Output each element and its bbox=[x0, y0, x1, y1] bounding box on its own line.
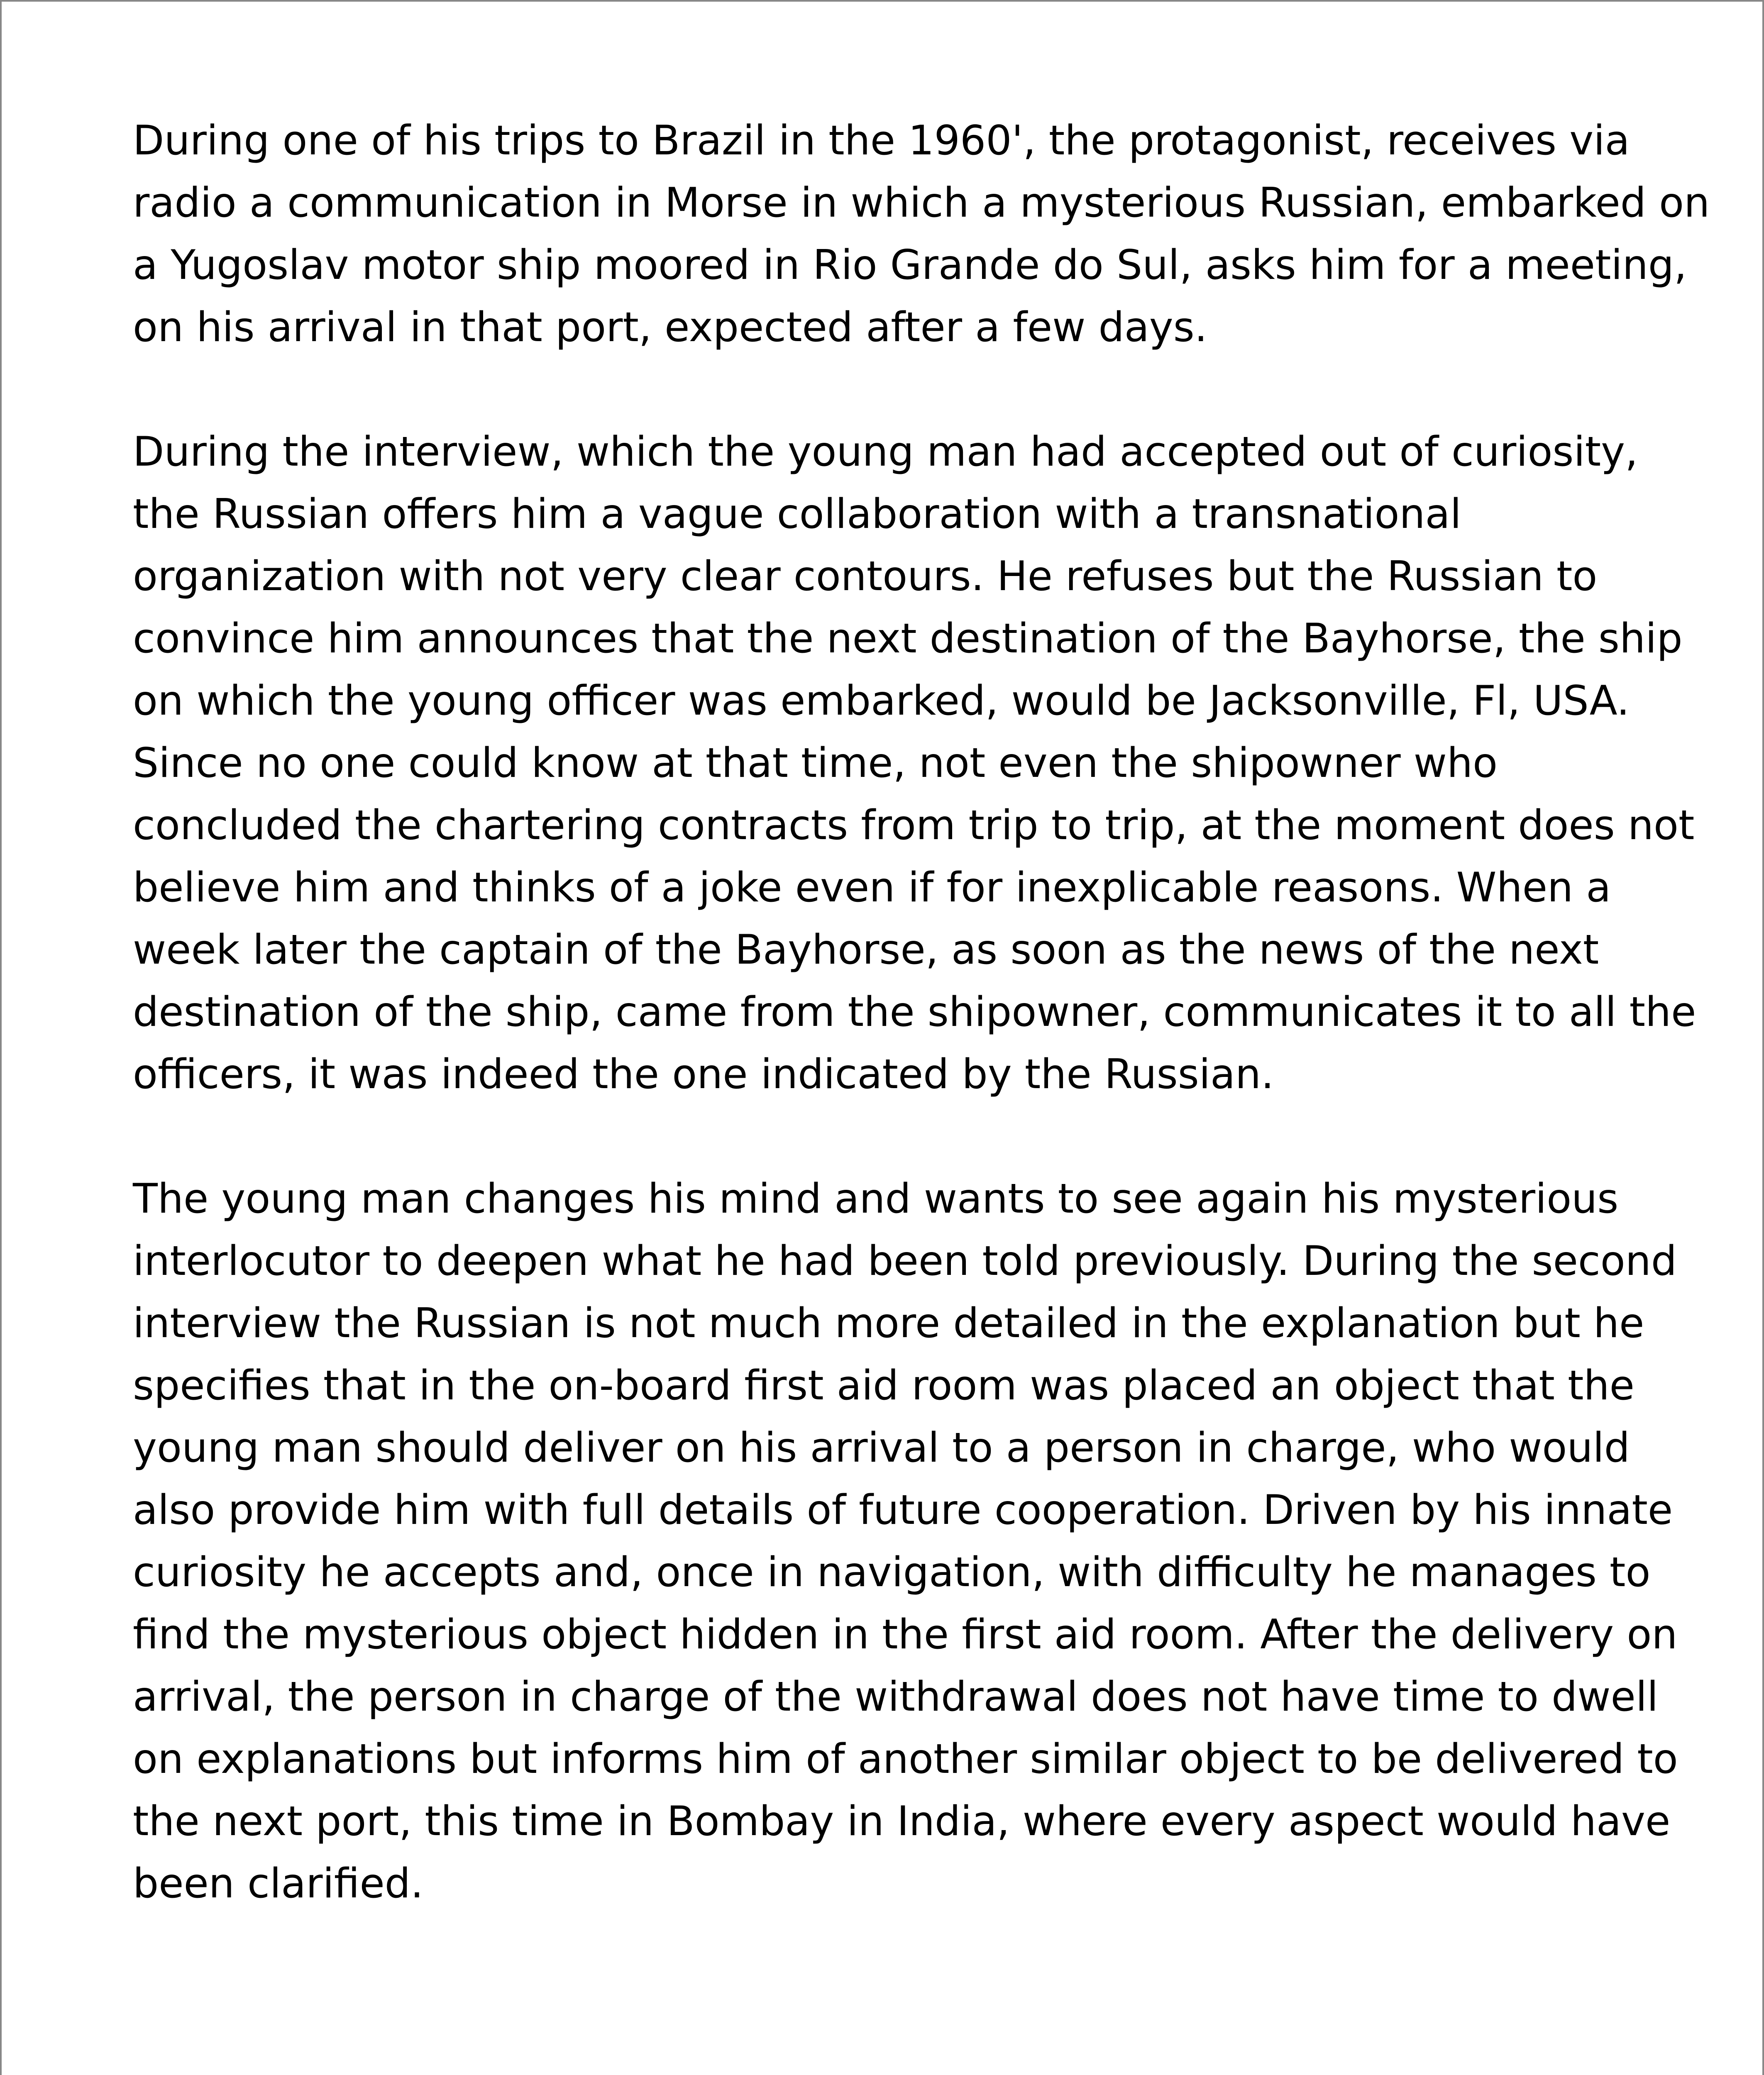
paragraph-3: The young man changes his mind and wants to see again his mysterious interlocutor to deepen what he had been told previously. During the second interview the Russian is not much more detailed in the explanation but he specifies that in the on-board first aid room was placed an object that the young man should deliver on his arrival to a person in charge, who would also provide him with full details of future cooperation. Driven by his innate curiosity he accepts and, once in navigation, with difficulty he manages to find the mysterious object hidden in the first aid room. After the delivery on arrival, the person in charge of the withdrawal does not have time to dwell on explanations but informs him of another similar object to be delivered to the next port, this time in Bombay in India, where every aspect would have been clarified. bbox=[133, 1175, 1678, 1907]
paragraph-2: During the interview, which the young man had accepted out of curiosity, the Russian offers him a vague collaboration with a transnational organization with not very clear contours. He refuses but the Russian to convince him announces that the next destination of the Bayhorse, the ship on which the young officer was embarked, would be Jacksonville, Fl, USA. Since no one could know at that time, not even the shipowner who concluded the chartering contracts from trip to trip, at the moment does not believe him and thinks of a joke even if for inexplicable reasons. When a week later the captain of the Bayhorse, as soon as the news of the next destination of the ship, came from the shipowner, communicates it to all the officers, it was indeed the one indicated by the Russian. bbox=[133, 428, 1696, 1098]
paragraph-1: During one of his trips to Brazil in the 1960', the protagonist, receives via radio a communication in Morse in which a mysterious Russian, embarked on a Yugoslav motor ship moored in Rio Grande do Sul, asks him for a meeting, on his arrival in that port, expected after a few days. bbox=[133, 117, 1710, 351]
document-body bbox=[133, 110, 1710, 1915]
